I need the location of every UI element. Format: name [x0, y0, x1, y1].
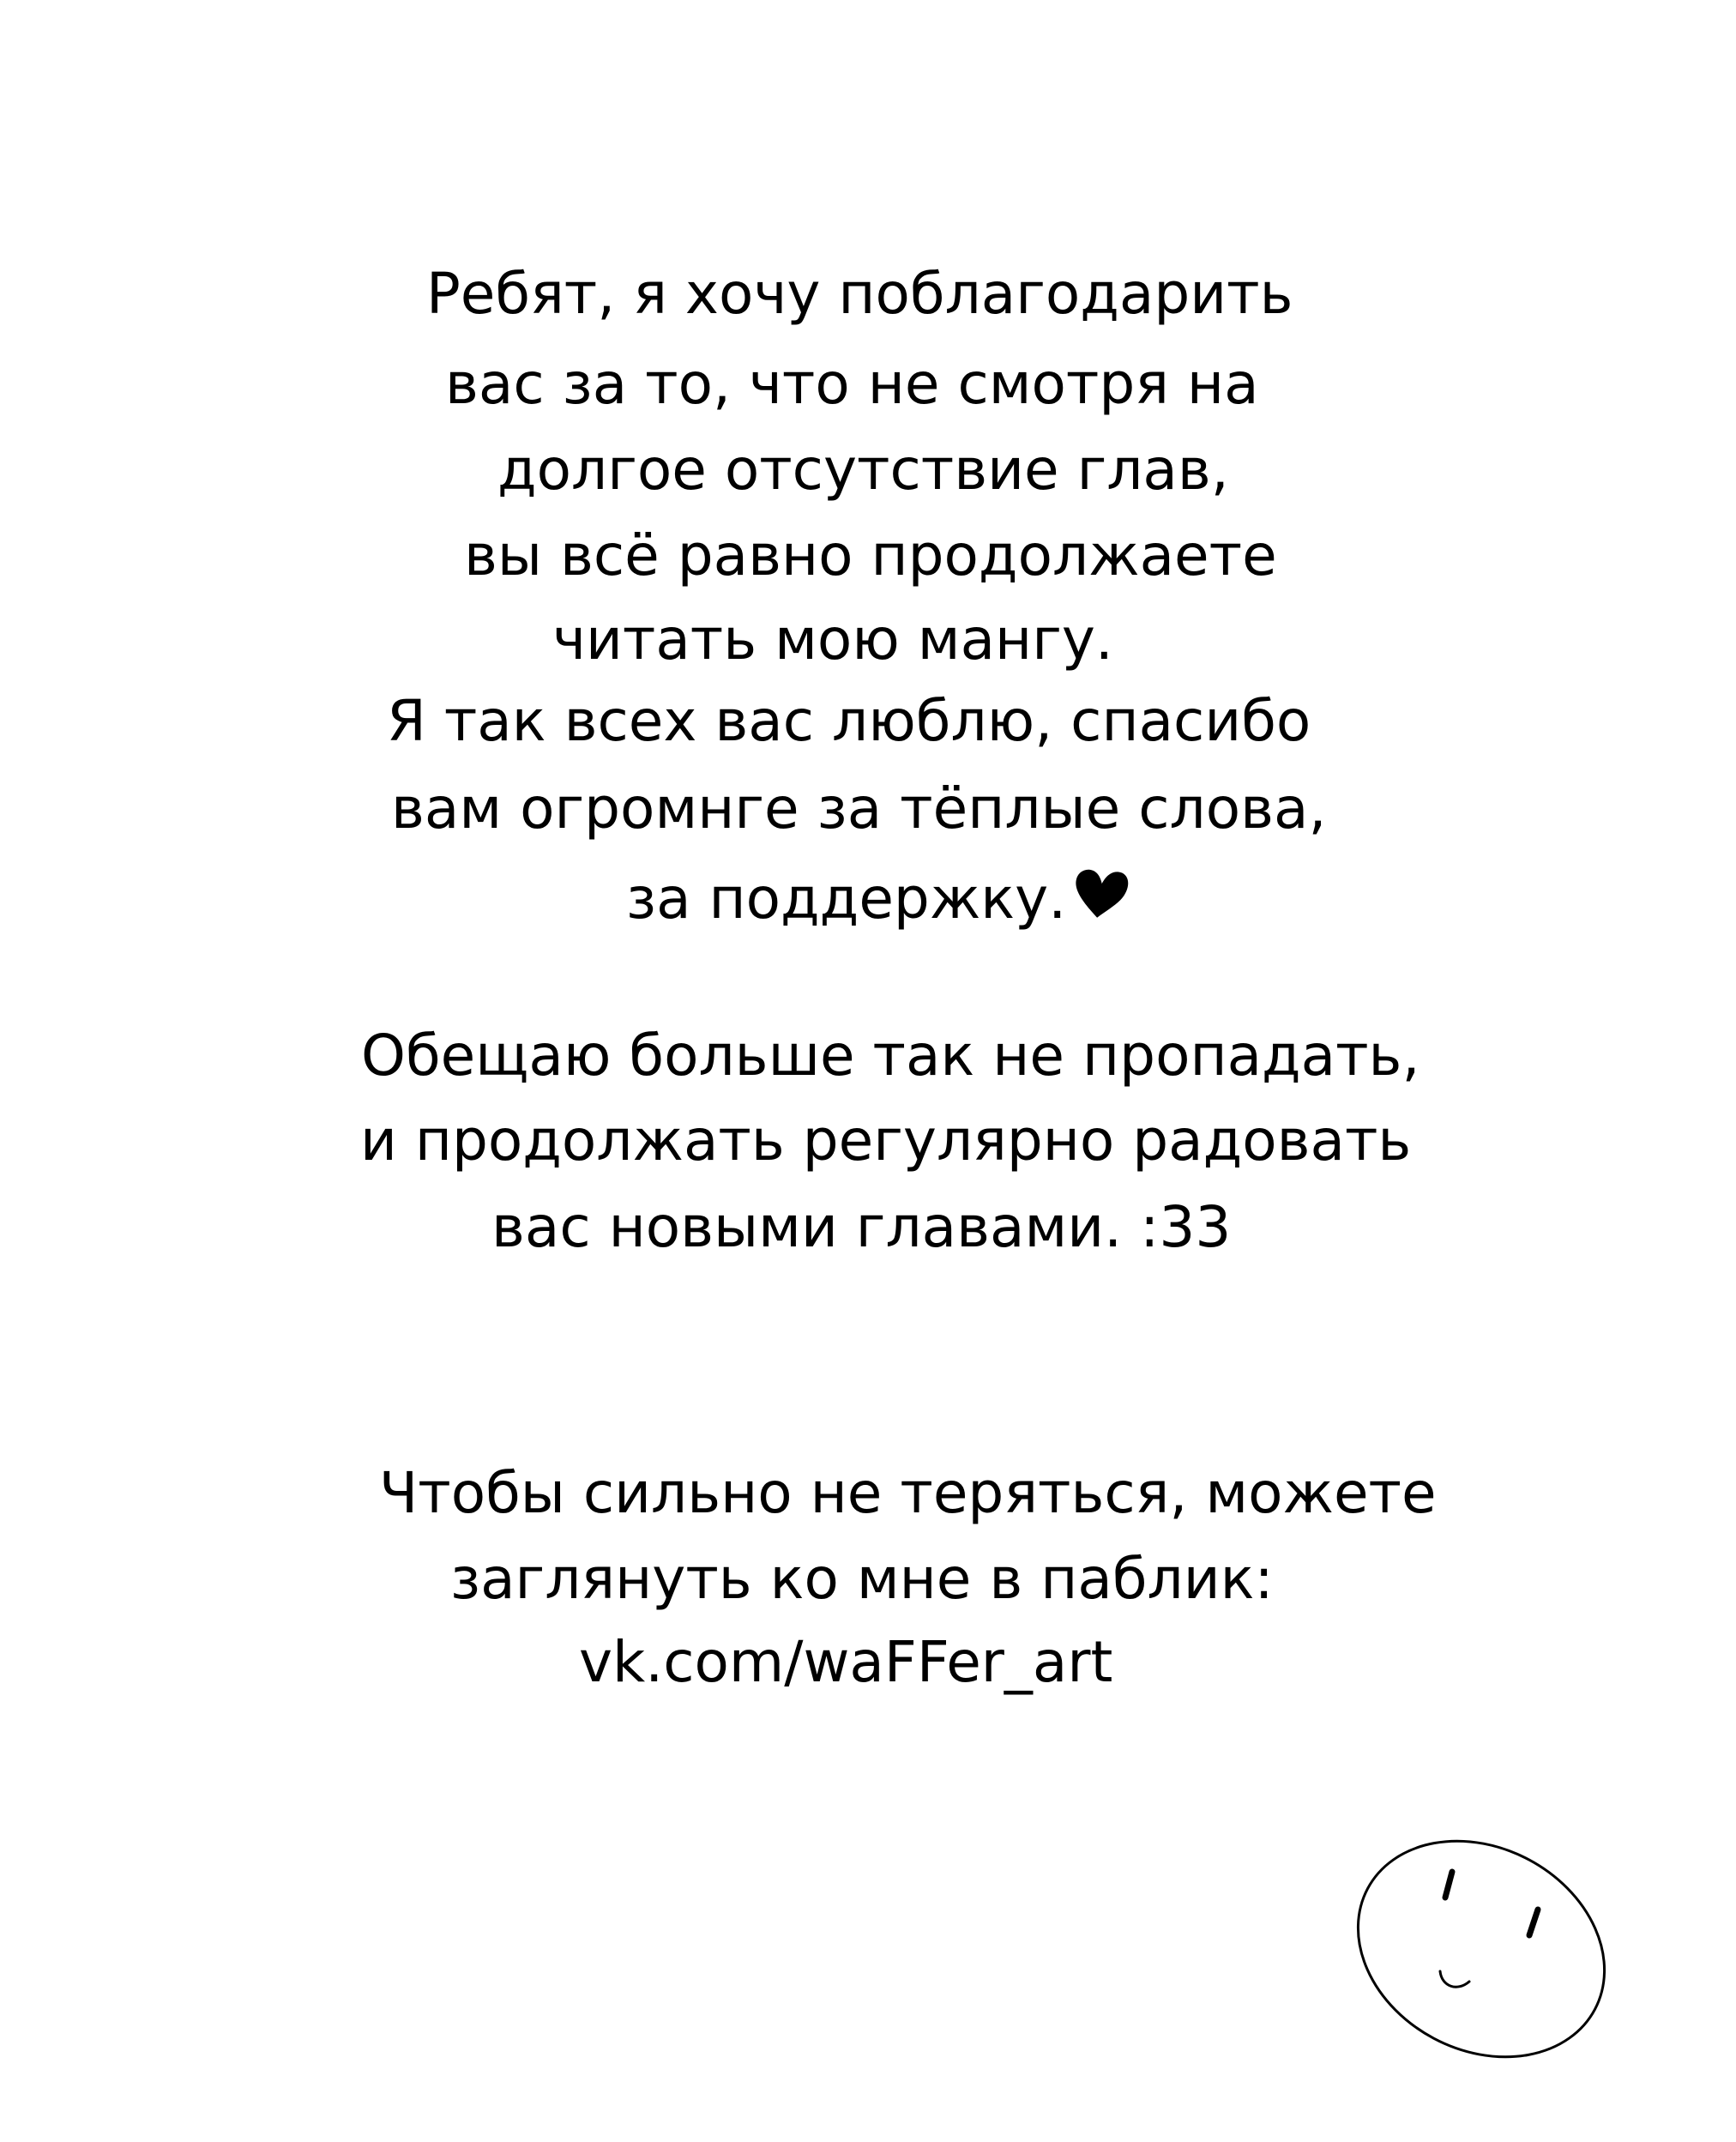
message-line-8 — [626, 865, 1130, 932]
heart-icon — [1071, 865, 1130, 932]
public-line-1: Чтобы сильно не теряться, можете — [379, 1460, 1437, 1526]
message-line-6: Я так всех вас люблю, спасибо — [387, 688, 1311, 754]
message-line-2: вас за то, что не смотря на — [445, 351, 1259, 417]
message-line-3: долгое отсутствие глав, — [497, 437, 1229, 503]
public-line-2: заглянуть ко мне в паблик: — [450, 1546, 1274, 1612]
promise-line-1: Обещаю больше так не пропадать, — [361, 1023, 1420, 1089]
smiley-face-icon — [1351, 1827, 1625, 2088]
message-line-5: читать мою мангу. — [552, 606, 1113, 673]
message-line-8-text: за поддержку. — [626, 866, 1067, 932]
message-line-1: Ребят, я хочу поблагодарить — [426, 261, 1293, 327]
promise-line-2: и продолжать регулярно радовать — [360, 1107, 1412, 1174]
message-line-7: вам огромнге за тёплые слова, — [391, 775, 1327, 842]
message-line-4: вы всё равно продолжаете — [464, 522, 1277, 588]
public-link[interactable]: vk.com/waFFer_art — [579, 1629, 1113, 1695]
promise-line-3: вас новыми главами. :33 — [491, 1194, 1232, 1260]
